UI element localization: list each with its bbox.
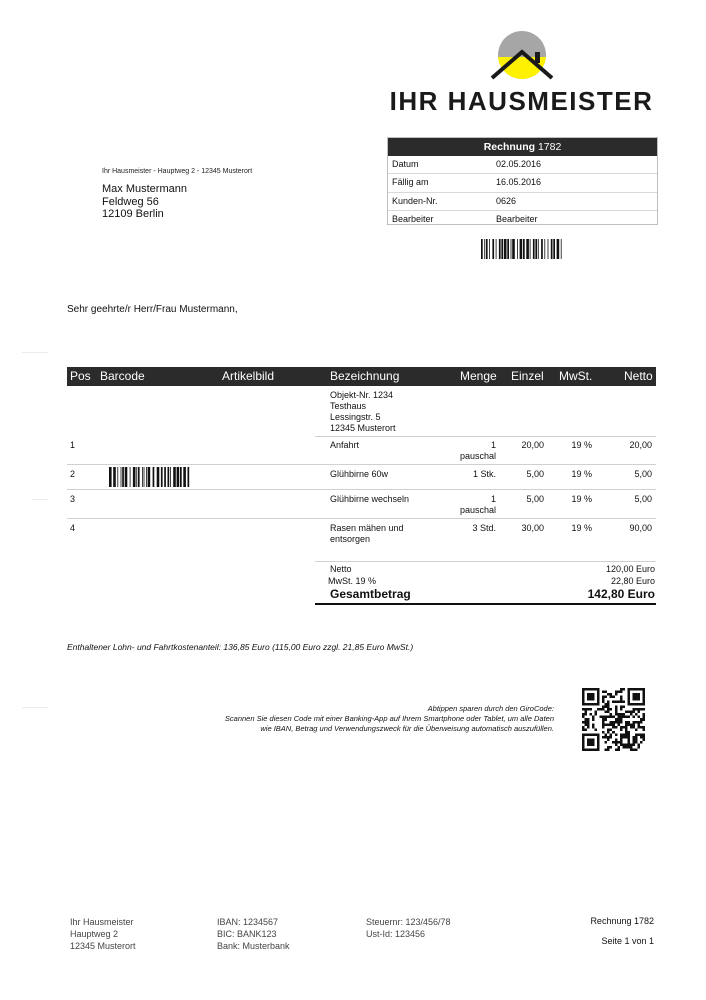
invoice-barcode-icon <box>481 239 564 259</box>
col-image: Artikelbild <box>222 369 275 383</box>
object-info <box>330 390 396 434</box>
item-barcode-icon <box>109 467 190 487</box>
col-unit: Einzel <box>511 369 544 383</box>
info-row-clerk <box>388 210 657 228</box>
recipient-street: Feldweg 56 <box>102 195 159 208</box>
item-unit-price: 20,00 <box>521 440 544 450</box>
info-label: Datum <box>392 159 419 169</box>
item-desc-line: Rasen mähen und <box>330 523 404 533</box>
info-value: 16.05.2016 <box>496 177 542 188</box>
footer-line: Bank: Musterbank <box>217 941 290 951</box>
col-barcode: Barcode <box>100 369 145 383</box>
col-pos: Pos <box>70 369 91 383</box>
punch-mark <box>32 499 48 500</box>
item-desc: Glühbirne wechseln <box>330 494 410 504</box>
net-total-value: 120,00 Euro <box>605 564 655 574</box>
grand-total-rule <box>315 603 656 605</box>
vat-total-label: MwSt. 19 % <box>328 576 377 586</box>
girocode-instructions <box>150 704 554 734</box>
recipient-address <box>102 183 187 221</box>
vat-total-value: 22,80 Euro <box>610 576 655 586</box>
house-logo-icon <box>487 30 557 82</box>
info-row-customer <box>388 192 657 210</box>
col-net: Netto <box>624 369 653 383</box>
info-label: Fällig am <box>392 177 429 188</box>
footer-company <box>70 916 136 952</box>
footer-line: Ihr Hausmeister <box>70 917 134 927</box>
info-row-due <box>388 173 657 191</box>
sender-address-line: Ihr Hausmeister - Hauptweg 2 - 12345 Musterort <box>102 168 253 175</box>
col-desc: Bezeichnung <box>330 369 400 383</box>
item-unit-price: 30,00 <box>521 523 544 533</box>
item-qty-line: pauschal <box>459 451 496 461</box>
salutation: Sehr geehrte/r Herr/Frau Mustermann, <box>67 304 238 315</box>
footer-page-number: Seite 1 von 1 <box>601 936 654 946</box>
row-divider <box>67 489 656 490</box>
fold-mark <box>22 707 48 708</box>
footer-line: BIC: BANK123 <box>217 929 277 939</box>
item-pos: 2 <box>70 469 76 479</box>
item-unit-price: 5,00 <box>526 494 544 504</box>
item-vat: 19 % <box>571 494 592 504</box>
item-vat: 19 % <box>571 440 592 450</box>
item-desc <box>330 523 404 545</box>
invoice-title <box>388 138 657 156</box>
footer-line: Ust-Id: 123456 <box>366 929 426 939</box>
item-net: 5,00 <box>634 494 652 504</box>
footer-invoice-ref: Rechnung 1782 <box>590 916 654 926</box>
girocode-qr-icon <box>582 688 645 751</box>
totals-divider <box>315 561 656 562</box>
object-line: Lessingstr. 5 <box>330 412 381 422</box>
recipient-name: Max Mustermann <box>102 183 187 195</box>
item-net: 5,00 <box>634 469 652 479</box>
fold-mark <box>22 352 48 353</box>
row-divider <box>67 464 656 465</box>
footer-line: 12345 Musterort <box>70 941 136 951</box>
net-total-label: Netto <box>330 564 352 574</box>
info-row-date <box>388 156 657 173</box>
col-vat: MwSt. <box>559 369 593 383</box>
info-value: 02.05.2016 <box>496 159 542 169</box>
item-qty-line: 1 <box>490 494 496 504</box>
item-qty <box>430 494 496 516</box>
item-qty <box>430 440 496 462</box>
col-qty: Menge <box>460 369 497 383</box>
footer-tax <box>366 916 451 940</box>
info-value: 0626 <box>496 195 517 206</box>
row-divider <box>315 436 656 437</box>
item-vat: 19 % <box>571 523 592 533</box>
info-label: Kunden-Nr. <box>392 195 438 206</box>
labor-cost-note: Enthaltener Lohn- und Fahrtkostenanteil: 136,85 Euro (115,00 Euro zzgl. 21,85 Euro MwSt.) <box>67 642 414 652</box>
girocode-line: Scannen Sie diesen Code mit einer Banking-App auf Ihrem Smartphone oder Tablet, um alle Daten <box>224 714 554 723</box>
footer-line: Steuernr: 123/456/78 <box>366 917 451 927</box>
item-desc-line: entsorgen <box>330 534 371 544</box>
brand-name: IHR HAUSMEISTER <box>389 86 654 116</box>
item-qty-line: pauschal <box>459 505 496 515</box>
item-desc: Anfahrt <box>330 440 360 450</box>
item-pos: 3 <box>70 494 76 504</box>
info-label: Bearbeiter <box>392 214 434 225</box>
item-pos: 1 <box>70 440 76 450</box>
footer-line: IBAN: 1234567 <box>217 917 279 927</box>
item-net: 20,00 <box>629 440 652 450</box>
item-qty-line: 3 Std. <box>472 523 496 533</box>
item-qty <box>430 523 496 534</box>
girocode-line: Abtippen sparen durch den GiroCode: <box>427 704 554 713</box>
item-qty-line: 1 Stk. <box>472 469 496 479</box>
row-divider <box>67 518 656 519</box>
item-net: 90,00 <box>629 523 652 533</box>
object-line: Objekt-Nr. 1234 <box>330 390 394 400</box>
invoice-info-box <box>387 137 658 225</box>
invoice-number: 1782 <box>537 141 562 153</box>
invoice-title-label: Rechnung <box>483 141 536 153</box>
footer-bank <box>217 916 290 952</box>
item-pos: 4 <box>70 523 76 533</box>
info-value: Bearbeiter <box>496 214 538 225</box>
grand-total-value: 142,80 Euro <box>587 587 655 601</box>
item-unit-price: 5,00 <box>526 469 544 479</box>
object-line: Testhaus <box>330 401 367 411</box>
girocode-line: wie IBAN, Betrag und Verwendungszweck für die Überweisung automatisch auszufüllen. <box>260 724 554 733</box>
object-line: 12345 Musterort <box>330 423 396 433</box>
item-vat: 19 % <box>571 469 592 479</box>
footer-line: Hauptweg 2 <box>70 929 119 939</box>
item-qty <box>430 469 496 480</box>
recipient-city: 12109 Berlin <box>102 208 164 220</box>
item-desc: Glühbirne 60w <box>330 469 389 479</box>
items-table-header <box>67 367 656 386</box>
grand-total-label: Gesamtbetrag <box>330 587 411 601</box>
item-qty-line: 1 <box>490 440 496 450</box>
